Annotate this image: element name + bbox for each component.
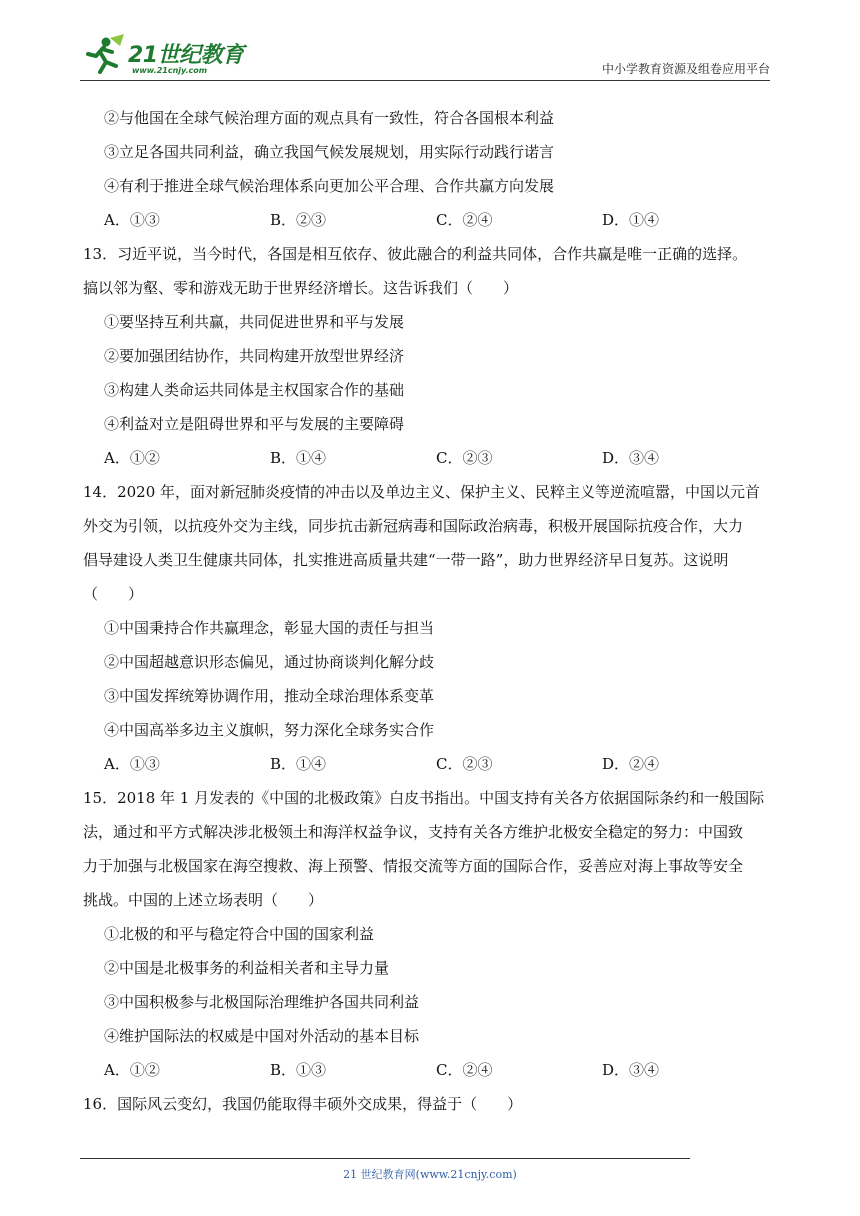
option-line: ④有利于推进全球气候治理体系向更加公平合理、合作共赢方向发展: [104, 177, 555, 195]
choice-a[interactable]: A．①②: [104, 449, 160, 467]
option-line: ②中国超越意识形态偏见，通过协商谈判化解分歧: [104, 653, 435, 671]
logo-text: 21世纪教育: [128, 43, 244, 68]
option-line: ③中国发挥统筹协调作用，推动全球治理体系变革: [104, 687, 435, 705]
choice-a[interactable]: A．①②: [104, 1061, 160, 1079]
question-14-stem: 外交为引领，以抗疫外交为主线，同步抗击新冠病毒和国际政治病毒，积极开展国际抗疫合作，大力: [83, 517, 744, 535]
platform-name: 中小学教育资源及组卷应用平台: [601, 62, 770, 76]
option-line: ②与他国在全球气候治理方面的观点具有一致性，符合各国根本利益: [104, 109, 555, 127]
option-line: ③构建人类命运共同体是主权国家合作的基础: [104, 381, 405, 399]
question-14-stem: 14．2020 年，面对新冠肺炎疫情的冲击以及单边主义、保护主义、民粹主义等逆流喧嚣，中国以元首: [83, 483, 761, 501]
question-16-stem: 16．国际风云变幻，我国仍能取得丰硕外交成果，得益于（ ）: [83, 1095, 523, 1113]
choice-d[interactable]: D．③④: [602, 449, 660, 467]
option-line: ④维护国际法的权威是中国对外活动的基本目标: [104, 1027, 420, 1045]
question-15-stem: 法，通过和平方式解决涉北极领土和海洋权益争议，支持有关各方维护北极安全稳定的努力：中国致: [83, 823, 744, 841]
option-line: ③中国积极参与北极国际治理维护各国共同利益: [104, 993, 420, 1011]
choice-c[interactable]: C．②④: [436, 211, 493, 229]
option-line: ②中国是北极事务的利益相关者和主导力量: [104, 959, 390, 977]
question-15-stem: 挑战。中国的上述立场表明（ ）: [83, 891, 324, 909]
document-body: [83, 101, 783, 1121]
option-line: ②要加强团结协作，共同构建开放型世界经济: [104, 347, 405, 365]
option-line: ④利益对立是阻碍世界和平与发展的主要障碍: [104, 415, 405, 433]
choice-b[interactable]: B．①④: [270, 449, 327, 467]
question-15-stem: 力于加强与北极国家在海空搜救、海上预警、情报交流等方面的国际合作，妥善应对海上事故等安全: [83, 857, 744, 875]
option-line: ①中国秉持合作共赢理念，彰显大国的责任与担当: [104, 619, 435, 637]
choice-a[interactable]: A．①③: [104, 755, 160, 773]
option-line: ③立足各国共同利益，确立我国气候发展规划，用实际行动践行诺言: [104, 143, 555, 161]
question-14-stem: 倡导建设人类卫生健康共同体，扎实推进高质量共建“一带一路”，助力世界经济早日复苏。这说明: [83, 551, 729, 569]
answer-choices: [83, 441, 783, 475]
choice-c[interactable]: C．②③: [436, 755, 493, 773]
choice-d[interactable]: D．①④: [602, 211, 660, 229]
choice-b[interactable]: B．①③: [270, 1061, 327, 1079]
choice-d[interactable]: D．②④: [602, 755, 660, 773]
question-13-stem: 13．习近平说，当今时代，各国是相互依存、彼此融合的利益共同体，合作共赢是唯一正确的选择。: [83, 245, 748, 263]
footer-divider: [80, 1158, 690, 1159]
page-footer[interactable]: 21 世纪教育网(www.21cnjy.com): [343, 1168, 517, 1181]
choice-b[interactable]: B．①④: [270, 755, 327, 773]
answer-choices: [83, 203, 783, 237]
answer-choices: [83, 747, 783, 781]
question-14-stem: （ ）: [83, 585, 144, 603]
option-line: ①要坚持互利共赢，共同促进世界和平与发展: [104, 313, 405, 331]
choice-c[interactable]: C．②③: [436, 449, 493, 467]
choice-b[interactable]: B．②③: [270, 211, 327, 229]
header-divider: [80, 80, 770, 81]
answer-choices: [83, 1053, 783, 1087]
site-logo[interactable]: [80, 32, 250, 78]
logo-url: www.21cnjy.com: [132, 66, 208, 75]
question-13-stem: 搞以邻为壑、零和游戏无助于世界经济增长。这告诉我们（ ）: [83, 279, 519, 297]
page-header: [80, 28, 780, 80]
option-line: ①北极的和平与稳定符合中国的国家利益: [104, 925, 375, 943]
choice-a[interactable]: A．①③: [104, 211, 160, 229]
choice-c[interactable]: C．②④: [436, 1061, 493, 1079]
question-15-stem: 15．2018 年 1 月发表的《中国的北极政策》白皮书指出。中国支持有关各方依据国际条约和一般国际: [83, 789, 765, 807]
runner-logo-icon: [80, 32, 130, 78]
option-line: ④中国高举多边主义旗帜，努力深化全球务实合作: [104, 721, 435, 739]
choice-d[interactable]: D．③④: [602, 1061, 660, 1079]
